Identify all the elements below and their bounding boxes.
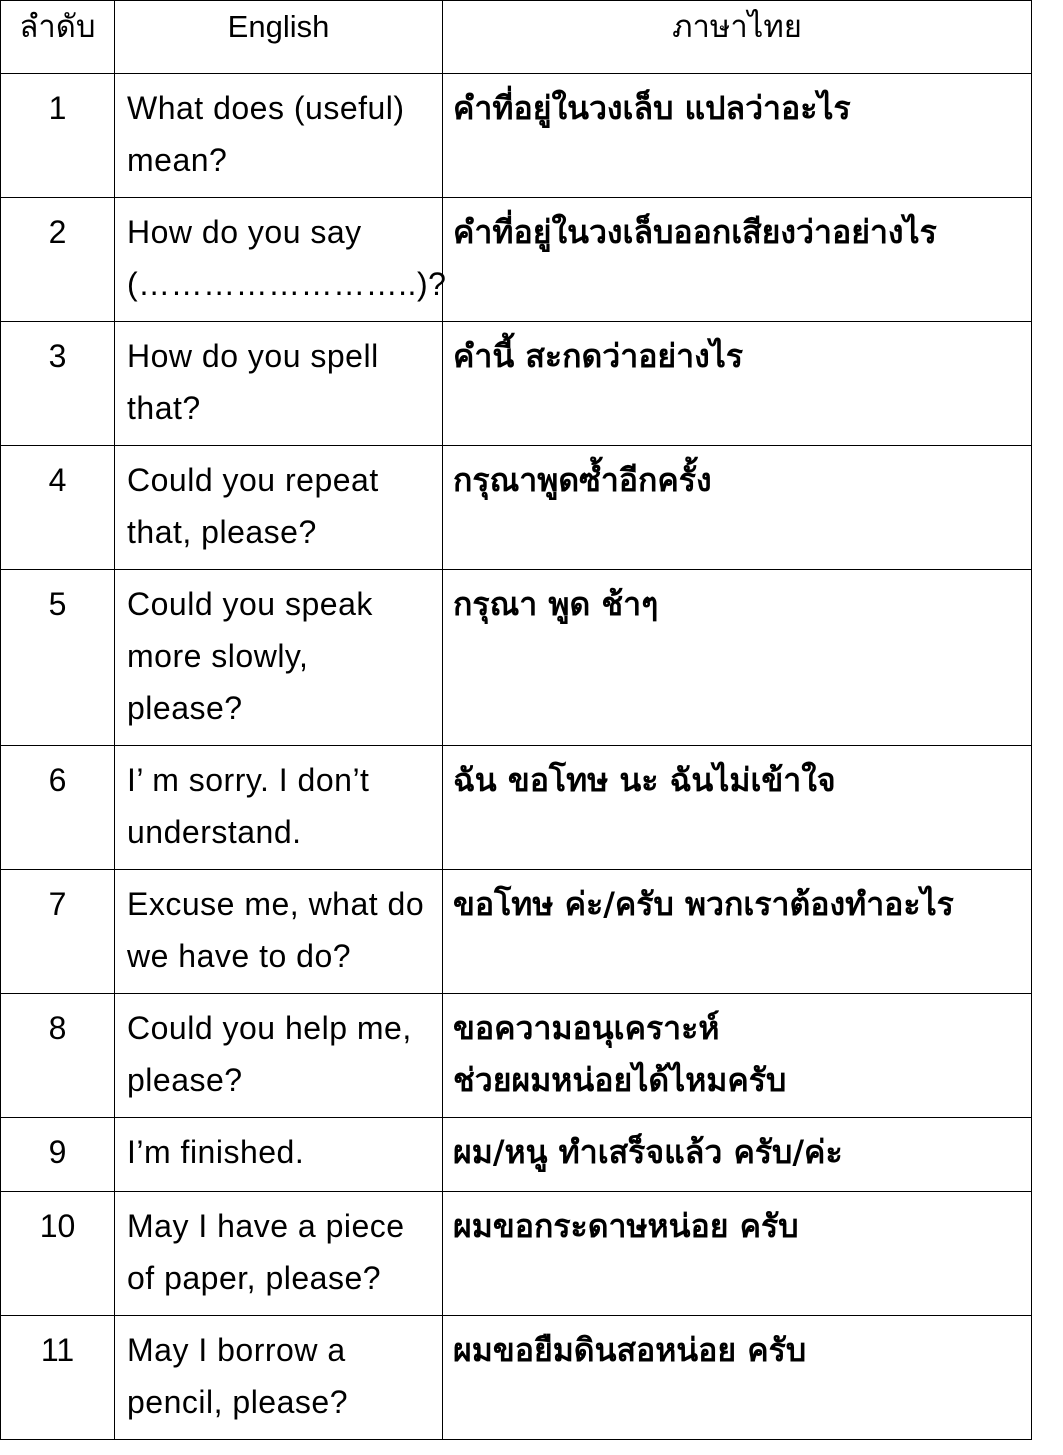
english-phrase: Could you help me, please? [115,994,443,1118]
table-row [1,74,1032,198]
table-row [1,1316,1032,1440]
row-number: 11 [1,1316,115,1440]
thai-translation [443,322,1032,446]
thai-line: ช่วยผมหน่อยได้ไหมครับ [453,1061,787,1099]
header-english: English [115,1,443,74]
thai-translation [443,1192,1032,1316]
table-row [1,1192,1032,1316]
thai-line: ขอความอนุเคราะห์ [453,1009,720,1047]
table-row [1,870,1032,994]
row-number: 4 [1,446,115,570]
row-number: 5 [1,570,115,746]
thai-translation [443,446,1032,570]
thai-line: กรุณา พูด ช้าๆ [453,585,659,623]
row-number: 10 [1,1192,115,1316]
table-row [1,746,1032,870]
english-phrase: Could you speak more slowly, please? [115,570,443,746]
english-phrase: I’m finished. [115,1118,443,1192]
table-body [1,74,1032,1440]
thai-translation [443,1316,1032,1440]
row-number: 8 [1,994,115,1118]
row-number: 1 [1,74,115,198]
thai-translation [443,1118,1032,1192]
thai-line: คำที่อยู่ในวงเล็บออกเสียงว่าอย่างไร [453,213,937,251]
thai-translation [443,746,1032,870]
table-row [1,446,1032,570]
row-number: 6 [1,746,115,870]
english-phrase: I’ m sorry. I don’t understand. [115,746,443,870]
english-phrase: May I borrow a pencil, please? [115,1316,443,1440]
table-row [1,1118,1032,1192]
english-phrase: How do you spell that? [115,322,443,446]
row-number: 3 [1,322,115,446]
thai-line: ผมขอกระดาษหน่อย ครับ [453,1207,799,1245]
thai-translation [443,74,1032,198]
thai-line: ฉัน ขอโทษ นะ ฉันไม่เข้าใจ [453,761,836,799]
english-phrase: How do you say (……………………..)? [115,198,443,322]
thai-translation [443,198,1032,322]
table-row [1,198,1032,322]
thai-line: ผม/หนู ทำเสร็จแล้ว ครับ/ค่ะ [453,1133,843,1171]
thai-line: กรุณาพูดซ้ำอีกครั้ง [453,461,712,499]
thai-translation [443,870,1032,994]
english-phrase: May I have a piece of paper, please? [115,1192,443,1316]
table-row [1,570,1032,746]
header-number: ลำดับ [1,1,115,74]
english-phrase: Could you repeat that, please? [115,446,443,570]
thai-line: ขอโทษ ค่ะ/ครับ พวกเราต้องทำอะไร [453,885,954,923]
english-phrase: What does (useful) mean? [115,74,443,198]
table-row [1,322,1032,446]
table-row [1,994,1032,1118]
row-number: 7 [1,870,115,994]
thai-line: คำนี้ สะกดว่าอย่างไร [453,337,744,375]
thai-line: คำที่อยู่ในวงเล็บ แปลว่าอะไร [453,89,851,127]
row-number: 9 [1,1118,115,1192]
row-number: 2 [1,198,115,322]
thai-translation [443,994,1032,1118]
header-thai: ภาษาไทย [443,1,1032,74]
header-row [1,1,1032,74]
english-phrase: Excuse me, what do we have to do? [115,870,443,994]
thai-translation [443,570,1032,746]
thai-line: ผมขอยืมดินสอหน่อย ครับ [453,1331,807,1369]
